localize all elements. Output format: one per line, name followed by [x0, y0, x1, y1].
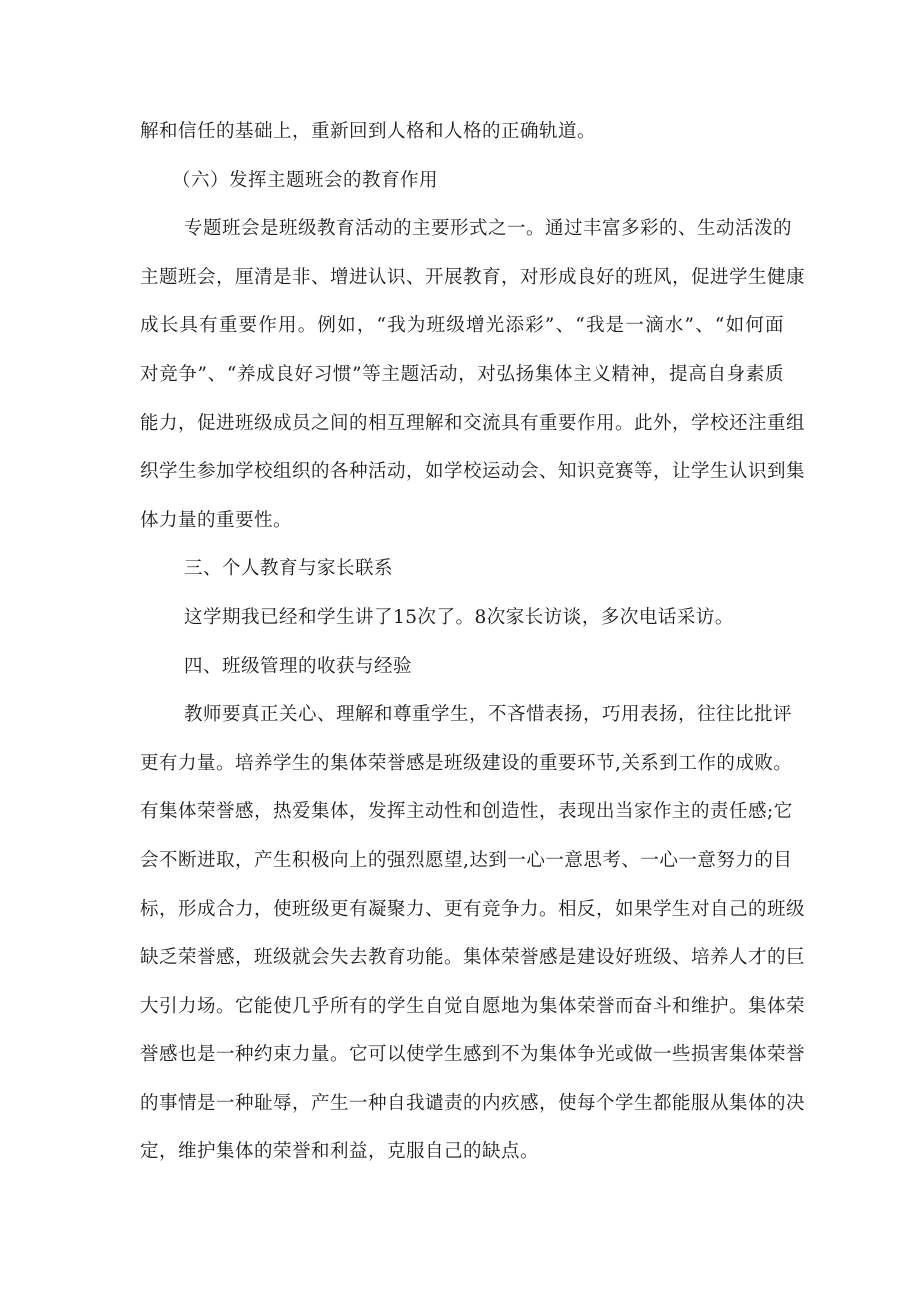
document-page [140, 108, 806, 1177]
paragraph-line: 体力量的重要性。 [140, 509, 293, 531]
paragraph-line: 缺乏荣誉感，班级就会失去教育功能。集体荣誉感是建设好班级、培养人才的巨 [140, 947, 806, 969]
paragraph-line: 对竞争”、“养成良好习惯”等主题活动，对弘扬集体主义精神，提高自身素质 [140, 363, 784, 385]
paragraph-line: 主题班会，厘清是非、增进认识、开展教育，对形成良好的班风，促进学生健康 [140, 266, 806, 288]
paragraph-line: 能力，促进班级成员之间的相互理解和交流具有重要作用。此外，学校还注重组 [140, 412, 806, 434]
paragraph-line: 标，形成合力，使班级更有凝聚力、更有竞争力。相反，如果学生对自己的班级 [140, 898, 806, 920]
paragraph-line: 教师要真正关心、理解和尊重学生，不吝惜表扬，巧用表扬，往往比批评 [184, 704, 793, 726]
paragraph-line: 解和信任的基础上，重新回到人格和人格的正确轨道。 [140, 121, 597, 142]
paragraph-line: 大引力场。它能使几乎所有的学生自觉自愿地为集体荣誉而奋斗和维护。集体荣 [140, 995, 806, 1017]
paragraph-line: 专题班会是班级教育活动的主要形式之一。通过丰富多彩的、生动活泼的 [184, 218, 793, 240]
paragraph-line: 的事情是一种耻辱，产生一种自我谴责的内疚感，使每个学生都能服从集体的决 [140, 1092, 806, 1114]
paragraph-line: 会不断进取，产生积极向上的强烈愿望,达到一心一意思考、一心一意努力的目 [140, 849, 793, 871]
paragraph-line: 成长具有重要作用。例如，“我为班级增光添彩”、“我是一滴水”、“如何面 [140, 315, 784, 337]
section-heading-4: 四、班级管理的收获与经验 [184, 655, 413, 677]
paragraph-line: 誉感也是一种约束力量。它可以使学生感到不为集体争光或做一些损害集体荣誉 [140, 1044, 806, 1066]
paragraph-line: 织学生参加学校组织的各种活动，如学校运动会、知识竞赛等，让学生认识到集 [140, 461, 806, 483]
paragraph-line: 定，维护集体的荣誉和利益，克服自己的缺点。 [140, 1141, 540, 1163]
paragraph-line: 更有力量。培养学生的集体荣誉感是班级建设的重要环节,关系到工作的成败。 [140, 752, 793, 774]
section-heading-6: （六）发挥主题班会的教育作用 [172, 169, 439, 191]
paragraph-line: 有集体荣誉感，热爱集体，发挥主动性和创造性，表现出当家作主的责任感;它 [140, 801, 793, 823]
section-heading-3: 三、个人教育与家长联系 [184, 558, 394, 580]
paragraph-line: 这学期我已经和学生讲了15次了。8次家长访谈，多次电话采访。 [184, 606, 734, 628]
